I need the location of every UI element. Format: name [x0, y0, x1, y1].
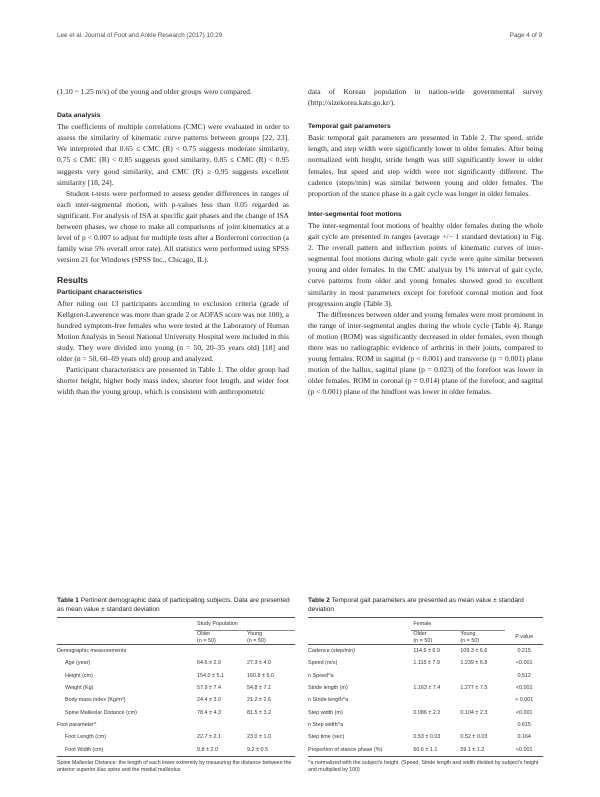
table-footnote: ^a normalized with the subject's height. (Speed, Stride length and width divided by subject's height and multiplied by 100)	[308, 759, 539, 773]
cell-older: 24.4 ± 3.0	[197, 697, 221, 704]
cell-young	[245, 645, 295, 658]
cell-older: 154.0 ± 5.1	[197, 672, 224, 679]
row-label: Demographic measurements	[57, 648, 127, 655]
paragraph: (1.10 ~ 1.25 m/s) of the young and older groups were compared.	[57, 87, 252, 96]
row-label: Step width (m)	[308, 709, 343, 716]
table-caption	[57, 596, 295, 614]
cell-older	[195, 719, 245, 731]
table-caption-text: Pertinent demographic data of participating subjects. Data are presented as mean value ± standard deviation	[57, 597, 290, 613]
cell-p-value: <0.001	[515, 660, 533, 667]
row-label: Weight (Kg)	[65, 685, 94, 692]
table-row	[57, 706, 295, 718]
table-label: Table 1	[57, 597, 79, 604]
paragraph: Participant characteristics are presented in Table 1. The older group had shorter height, higher body mass index, shorter foot length, and wider foot width than the young group, which is consistent with anthropometric	[57, 365, 289, 397]
cell-older: 64.6 ± 2.9	[197, 660, 221, 667]
cell-young: 160.8 ± 5.0	[247, 672, 274, 679]
section-heading-participant-characteristics: Participant characteristics	[57, 288, 143, 296]
section-heading-results: Results	[57, 275, 89, 286]
paragraph: The differences between older and young females were most prominent in the range of inter-segmental angles during the whole cycle (Table 4). Range of motion (ROM) was significantly decreased in older females, even though there was no radiographic evidence of arthritis in their joints, compared to young females. ROM in sagittal (p < 0.001) and transverse (p = 0.001) plane motion of the hallux, sagittal plane (p = 0.023) of the forefoot was lower in older females. ROM in coronal (p = 0.014) plane of the forefoot, and sagittal (p < 0.001) plane of the hindfoot was lower in older females.	[308, 309, 543, 397]
row-label: Foot parameter^	[57, 721, 97, 728]
row-label: Age (year)	[65, 660, 91, 667]
table-row	[57, 645, 295, 658]
row-label: Height (cm)	[65, 672, 93, 679]
cell-young: 23.0 ± 1.0	[247, 734, 271, 741]
row-label: n Speed^a	[308, 672, 334, 679]
cell-young	[245, 719, 295, 731]
paragraph: Basic temporal gait parameters are presented in Table 2. The speed, stride length, and step width were significantly lower in older females. After being normalized with height, stride length was still significantly lower in older females, but speed and step width were not significantly different. The cadence (steps/min) was similar between young and older females. The proportion of the stance phase in a gait cycle was longer in older females.	[308, 133, 543, 198]
cell-young: 54.8 ± 7.1	[247, 685, 271, 692]
column-group-header: Female	[411, 618, 505, 631]
cell-older	[411, 670, 458, 682]
table-2-grid	[308, 617, 543, 757]
row-label: Cadence (step/min)	[308, 648, 356, 655]
table-label: Table 2	[308, 597, 330, 604]
column-header-young: Young (n = 50)	[245, 631, 295, 645]
table-row	[308, 706, 543, 718]
table-row	[57, 731, 295, 743]
cell-older: 60.6 ± 1.1	[411, 743, 458, 756]
cell-young: 27.3 ± 4.0	[247, 660, 271, 667]
table-row	[57, 694, 295, 706]
cell-older: 1.115 ± 7.9	[413, 660, 440, 667]
cell-young: 109.3 ± 6.6	[460, 648, 488, 655]
row-label: n Step width^a	[308, 721, 344, 728]
table-row	[308, 731, 543, 743]
table-row	[308, 670, 543, 682]
table-row	[308, 719, 543, 731]
cell-young	[458, 670, 505, 682]
table-row	[57, 743, 295, 756]
paragraph: Student t-tests were performed to assess gender differences in ranges of each inter-segmental motion, with p-values less than 0.05 regarded as significant. For analysis of ISA at specific gait phases and the change of ISA between phases, we chose to make all comparisons of joint kinematics at a level of p < 0.007 to adjust for multiple tests after a Bonferroni correction (a family wise 5% overall error rate). All statistics were performed using SPSS version 21 for Windows (SPSS Inc., Chicago, IL).	[57, 188, 289, 265]
table-row	[308, 657, 543, 669]
journal-citation: Lee et al. Journal of Foot and Ankle Research (2017) 10:29	[57, 32, 223, 39]
cell-older: 1.163 ± 7.4	[413, 685, 441, 692]
row-label: Proportion of stance phase (%)	[308, 743, 411, 756]
page-number: Page 4 of 9	[509, 32, 542, 39]
cell-p-value: 0.615	[517, 721, 531, 728]
left-column	[57, 86, 289, 397]
cell-older: 0.086 ± 2.2	[413, 709, 441, 716]
column-header-older: Older (n = 50)	[195, 631, 245, 645]
cell-young: 9.2 ± 0.5	[245, 743, 295, 756]
table-row	[308, 694, 543, 706]
section-heading-data-analysis: Data analysis	[57, 112, 101, 120]
column-header-p-value: P value	[505, 631, 543, 645]
table-row	[57, 657, 295, 669]
table-1-grid	[57, 617, 295, 757]
row-label: Foot Width (cm)	[57, 743, 195, 756]
table-row	[57, 670, 295, 682]
cell-young: 0.52 ± 0.03	[460, 734, 488, 741]
row-label: Speed (m/s)	[308, 660, 338, 667]
cell-young: 0.104 ± 2.3	[460, 709, 488, 716]
table-1	[57, 596, 295, 780]
column-group-header: Study Population	[195, 618, 295, 631]
cell-young: 1.239 ± 6.8	[460, 660, 488, 667]
paragraph: After ruling out 13 participants according to exclusion criteria (grade of Kellgren-Lawerence was more than grade 2 or AOFAS score was not 100), a hundred symptom-free females who were tested at the Laboratory of Human Motion Analysis in Seoul National University Hospital were included in this study. They were divided into young (n = 50, 20–35 years old) [18] and older (n = 50, 60–69 years old) group and analyzed.	[57, 298, 289, 364]
cell-older: 0.53 ± 0.03	[413, 734, 441, 741]
cell-older: 9.8 ± 2.0	[195, 743, 245, 756]
table-caption	[308, 596, 543, 614]
paragraph: data of Korean population in nation-wide governmental survey (http://sizekorea.kats.go.kr/).	[308, 87, 543, 108]
table-row	[308, 743, 543, 756]
paragraph: The coefficients of multiple correlations (CMC) were evaluated in order to assess the similarity of kinematic curve patterns between groups [22, 23]. We interpreted that 0.65 ≤ CMC (R) < 0.75 suggests moderate similarity, 0.75 ≤ CMC (R) < 0.85 suggests good similarity, 0.85 ≤ CMC (R) < 0.95 suggests very good similarity, and CMC (R) ≥ 0.95 suggests excellent similarity [18, 24].	[57, 122, 289, 187]
cell-older: 57.9 ± 7.4	[197, 685, 221, 692]
table-2	[308, 596, 543, 780]
cell-p-value: 0.512	[517, 672, 531, 679]
paragraph: The inter-segmental foot motions of healthy older females during the whole gait cycle are presented in ranges (average +/− 1 standard deviation) in Fig. 2. The overall pattern and inflection points of kinematic curves of inter-segmental foot motions during whole gait cycle were quite similar between young and older females. In the CMC analysis by 1% interval of gait cycle, curve patterns from older and young females showed good to excellent similarity in most parameters except for forefoot coronal motion and foot progression angle (Table 3).	[308, 220, 543, 308]
column-header-older: Older (n = 50)	[411, 631, 458, 645]
column-header-young: Young (n = 50)	[458, 631, 505, 645]
table-row	[308, 645, 543, 658]
cell-young: 1.277 ± 7.5	[460, 685, 488, 692]
cell-p-value: < 0.001	[515, 697, 534, 704]
cell-p-value: <0.001	[505, 743, 543, 756]
cell-young: 21.2 ± 2.6	[247, 697, 271, 704]
cell-older: 114.6 ± 6.9	[413, 648, 440, 655]
cell-young: 59.1 ± 1.2	[458, 743, 505, 756]
row-label: Stride length (m)	[308, 685, 348, 692]
cell-young: 81.5 ± 3.2	[247, 709, 271, 716]
cell-p-value: <0.001	[515, 709, 533, 716]
table-caption-text: Temporal gait parameters are presented as mean value ± standard deviation	[308, 597, 524, 613]
table-footnote: Spine Malleolar Distance: the length of each lower extremity by measuring the distance between the anterior superior iliac spine and the medial malleolus	[57, 759, 292, 773]
cell-older	[195, 645, 245, 658]
cell-p-value: 0.164	[517, 734, 531, 741]
cell-p-value: 0.215	[517, 648, 531, 655]
table-row	[57, 682, 295, 694]
section-heading-intersegmental: Inter-segmental foot motions	[308, 210, 402, 218]
right-column	[308, 86, 543, 397]
cell-p-value: <0.001	[515, 685, 533, 692]
cell-older: 22.7 ± 2.1	[197, 734, 221, 741]
table-row	[308, 682, 543, 694]
row-label: Body mass index (Kg/m²)	[65, 697, 126, 704]
cell-older	[411, 719, 458, 731]
row-label: Step time (sec)	[308, 734, 345, 741]
row-label: Spine Malleolar Distance (cm)	[65, 709, 137, 716]
row-label: n Stride length^a	[308, 697, 349, 704]
section-heading-temporal-gait: Temporal gait parameters	[308, 123, 391, 131]
cell-young	[458, 694, 505, 706]
table-row	[57, 719, 295, 731]
cell-young	[458, 719, 505, 731]
row-label: Foot Length (cm)	[65, 734, 107, 741]
cell-older: 78.4 ± 4.3	[197, 709, 221, 716]
cell-older	[411, 694, 458, 706]
